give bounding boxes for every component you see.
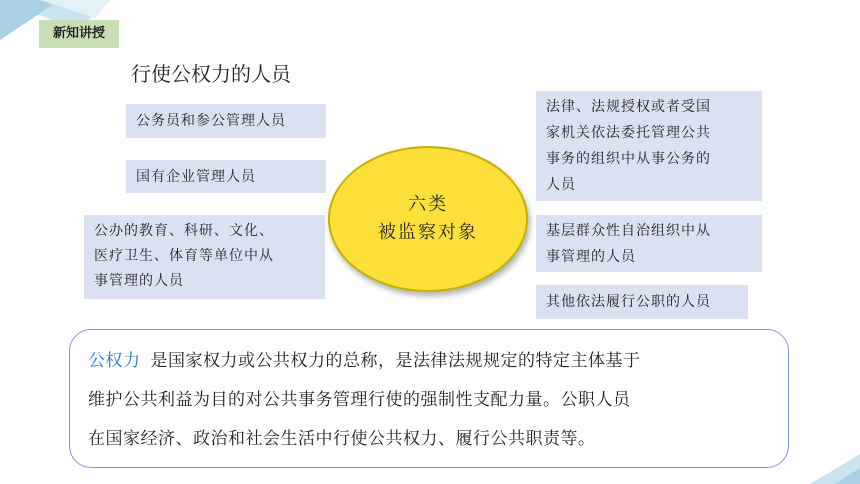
left-box-civil-servants: 公务员和参公管理人员 <box>126 104 326 138</box>
box-line: 医疗卫生、体育等单位中从 <box>94 248 274 264</box>
corner-decoration-bottom-right <box>800 444 860 484</box>
box-line: 公办的教育、科研、文化、 <box>94 223 274 239</box>
right-box-grassroots-orgs <box>536 215 762 272</box>
definition-line-3: 在国家经济、政治和社会生活中行使公共权力、履行公共职责等。 <box>88 429 596 449</box>
definition-term: 公权力 <box>88 351 141 371</box>
box-line: 人员 <box>546 177 576 193</box>
definition-box <box>69 329 789 468</box>
section-tag: 新知讲授 <box>39 20 119 48</box>
right-box-authorized-orgs <box>536 91 762 201</box>
box-line: 法律、法规授权或者受国 <box>546 99 711 115</box>
box-line: 基层群众性自治组织中从 <box>546 223 711 239</box>
page-heading: 行使公权力的人员 <box>131 62 291 86</box>
center-line-2: 被监察对象 <box>378 222 478 243</box>
box-line: 事管理的人员 <box>94 273 184 289</box>
definition-line-2: 维护公共利益为目的对公共事务管理行使的强制性支配力量。公职人员 <box>88 390 631 410</box>
box-line: 事管理的人员 <box>546 249 636 265</box>
box-line: 家机关依法委托管理公共 <box>546 125 711 141</box>
box-line: 事务的组织中从事公务的 <box>546 151 711 167</box>
right-box-others: 其他依法履行公职的人员 <box>536 285 748 319</box>
center-circle <box>328 146 528 292</box>
left-box-public-institutions <box>84 215 325 299</box>
left-box-soe-managers: 国有企业管理人员 <box>126 160 326 193</box>
center-line-1: 六类 <box>408 194 448 215</box>
definition-text: 是国家权力或公共权力的总称，是法律法规规定的特定主体基于 <box>150 351 641 371</box>
definition-line-1 <box>88 342 770 381</box>
